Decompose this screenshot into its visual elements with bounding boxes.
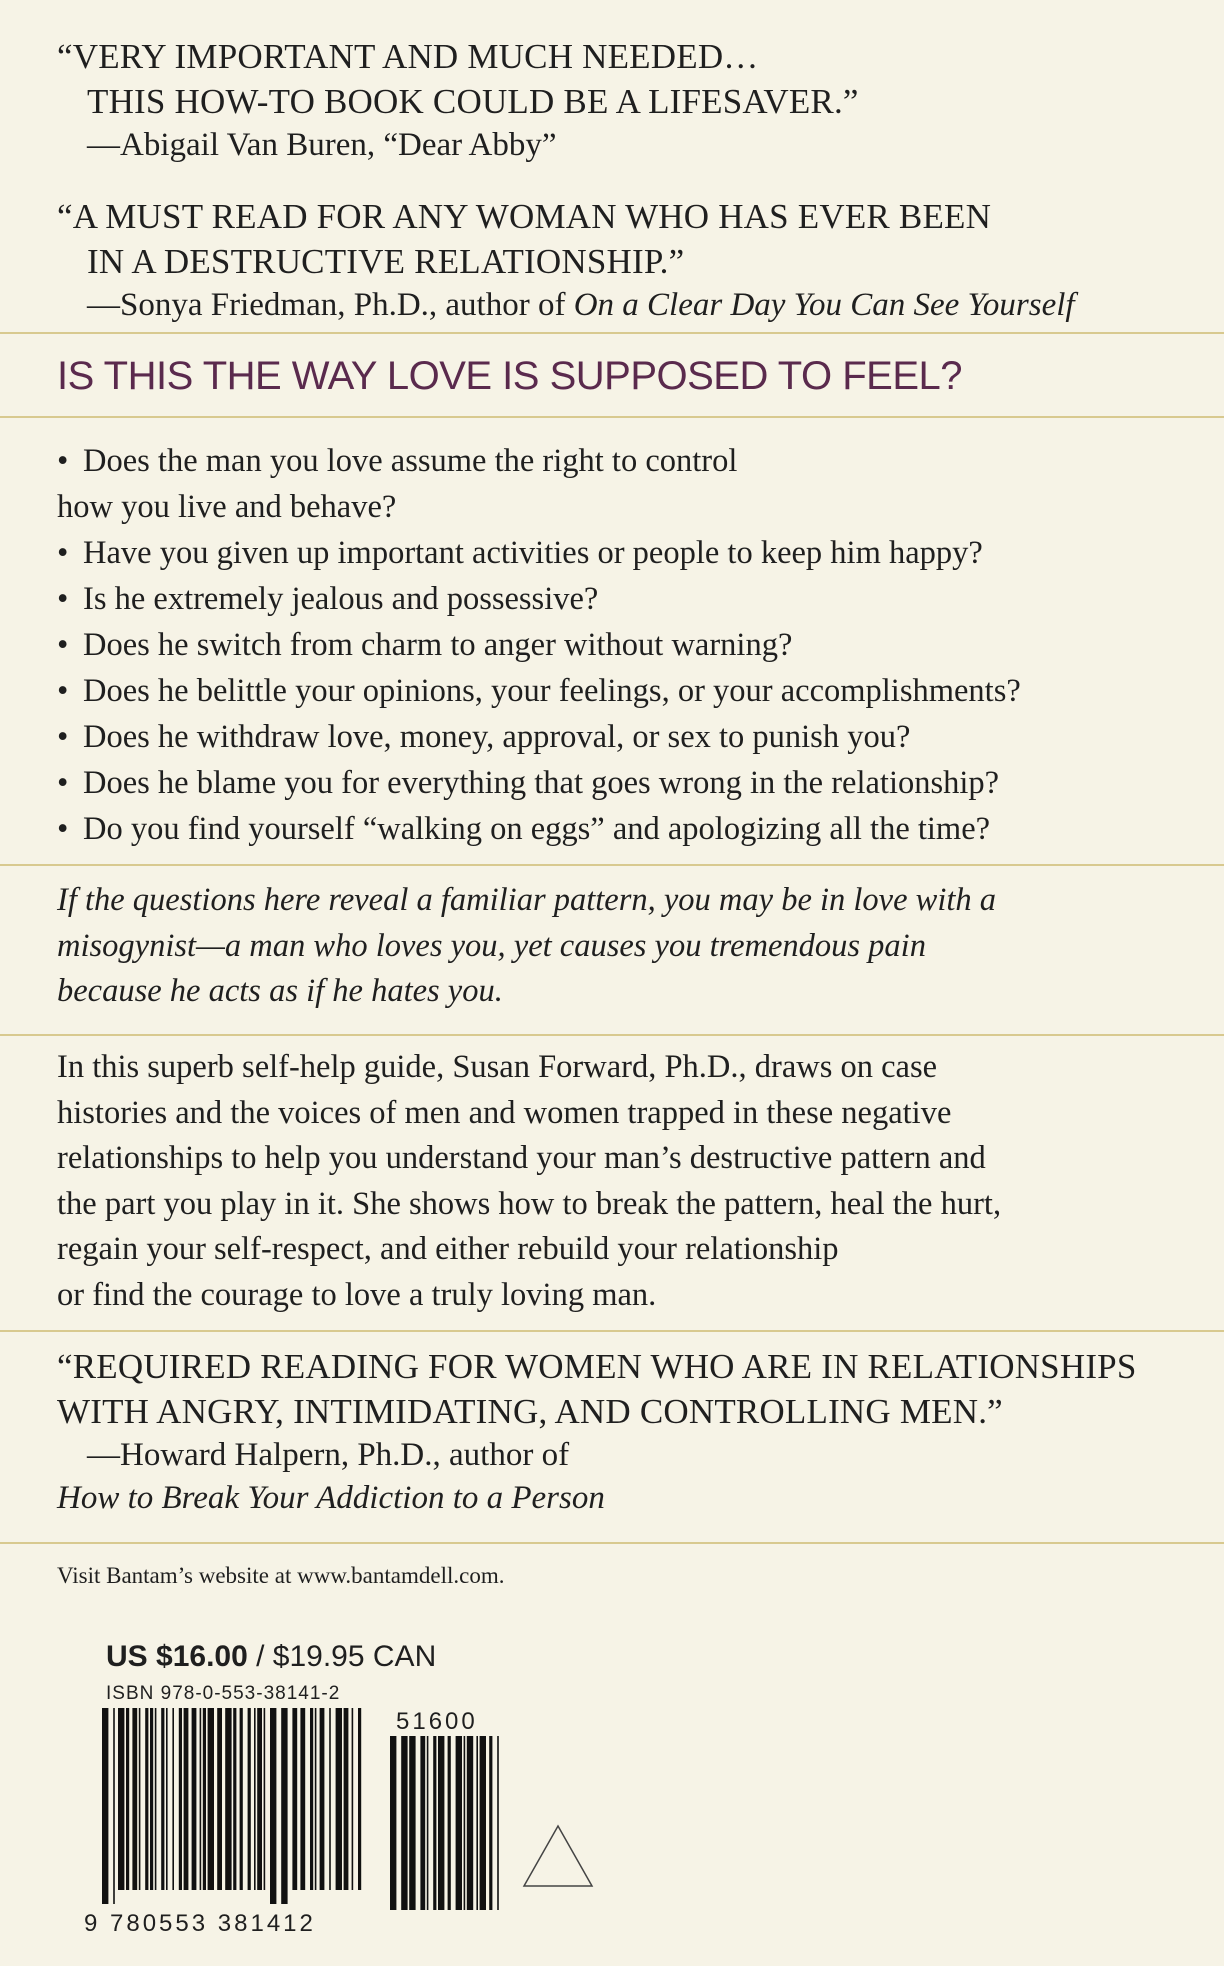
barcode-bar [113,1708,115,1904]
bullet-icon: • [57,719,69,755]
barcode-bar [427,1736,429,1910]
list-item: • Does the man you love assume the right to control [57,438,1021,484]
bullet-icon: • [57,627,69,663]
barcode-addon-number: 51600 [396,1708,478,1735]
barcode-bar [315,1708,317,1890]
attribution-prefix: —Sonya Friedman, Ph.D., author of [87,287,574,323]
list-item: • Does he belittle your opinions, your feelings, or your accomplishments? [57,668,1021,714]
quote-halpern [0,1344,1224,1520]
barcode-bar [139,1708,141,1890]
barcode-bar [329,1708,331,1890]
barcode-bar [203,1708,206,1890]
barcode-bar [132,1708,137,1890]
barcode-bar [480,1736,486,1910]
barcode-bar [155,1708,157,1890]
quote-abby [0,34,1224,167]
quote-friedman [0,194,1224,327]
bullet-icon: • [57,811,69,847]
barcode-bar [300,1708,305,1890]
barcode-bar [409,1736,415,1910]
barcode-bar [217,1708,222,1890]
barcode-bar [281,1708,287,1904]
quote-halpern-attribution: —Howard Halpern, Ph.D., author of [87,1437,570,1473]
barcode-bar [448,1736,451,1910]
price-line [106,1640,436,1674]
quote-abby-line1: “VERY IMPORTANT AND MUCH NEEDED… [57,37,759,76]
barcode-bar [225,1708,231,1890]
barcode-bar [292,1708,297,1890]
barcode-bar [270,1708,276,1904]
barcode-bar [476,1736,478,1910]
list-item: • Is he extremely jealous and possessive? [57,576,1021,622]
list-item: • Have you given up important activities or people to keep him happy? [57,530,1021,576]
barcode-bar [161,1708,164,1890]
barcode-bar [497,1736,499,1910]
barcode-bar [358,1708,361,1890]
barcode-bar [200,1708,202,1890]
barcode-bar [257,1708,262,1890]
bullet-icon: • [57,765,69,801]
barcode-bar [126,1708,129,1890]
italic-paragraph [0,878,1224,1015]
barcode-bar [464,1736,466,1910]
price-separator: / [247,1640,273,1673]
italic-line: misogynist—a man who loves you, yet causes you tremendous pain [57,927,926,964]
barcode-bar [192,1708,197,1890]
isbn-label: ISBN 978-0-553-38141-2 [106,1683,341,1704]
barcode-bar [344,1708,349,1890]
barcode-bar [390,1736,396,1910]
bullet-icon: • [57,581,69,617]
barcode-addon [388,1736,508,1924]
barcode-bar [240,1708,243,1890]
triangle-icon [520,1822,596,1890]
list-item: • Does he switch from charm to anger without warning? [57,622,1021,668]
barcode-bar [254,1708,256,1890]
divider-rule [0,1034,1224,1036]
divider-rule [0,332,1224,334]
body-line: the part you play in it. She shows how to break the pattern, heal the hurt, [57,1185,1002,1222]
price-us: US $16.00 [106,1640,248,1673]
barcode-main-number: 9 780553 381412 [84,1910,316,1937]
barcode-bar [352,1708,354,1890]
bullet-icon: • [57,443,69,479]
divider-rule [0,864,1224,866]
body-line: regain your self-respect, and either rebuild your relationship [57,1231,839,1267]
italic-line: because he acts as if he hates you. [57,973,503,1009]
body-line: or find the courage to love a truly loving man. [57,1276,657,1313]
book-title-clear-day: On a Clear Day You Can See Yourself [573,287,1075,323]
barcode-bar [264,1708,266,1890]
quote-friedman-line1: “A MUST READ FOR ANY WOMAN WHO HAS EVER BEEN [57,197,992,236]
quote-friedman-line2: IN A DESTRUCTIVE RELATIONSHIP.” [87,242,685,281]
barcode-bar [456,1736,462,1910]
quote-halpern-line1: “REQUIRED READING FOR WOMEN WHO ARE IN RELATIONSHIPS [57,1347,1137,1386]
barcode-bar [179,1708,182,1890]
bullet-icon: • [57,673,69,709]
list-item-continuation: how you live and behave? [57,489,397,525]
barcode-bar [150,1708,153,1890]
barcode-bar [248,1708,251,1890]
list-item: • Does he withdraw love, money, approval, or sex to punish you? [57,714,1021,760]
quote-abby-line2: THIS HOW-TO BOOK COULD BE A LIFESAVER.” [87,82,859,121]
body-line: histories and the voices of men and women trapped in these negative [57,1094,952,1131]
divider-rule [0,1330,1224,1332]
body-line: relationships to help you understand your man’s destructive pattern and [57,1140,986,1176]
barcode-bar [401,1736,407,1910]
barcode-bar [489,1736,492,1910]
divider-rule [0,416,1224,418]
barcode-bar [310,1708,313,1890]
question-list [57,438,1021,852]
description-paragraph [0,1045,1224,1318]
barcode-bar [233,1708,236,1890]
body-line: In this superb self-help guide, Susan Forward, Ph.D., draws on case [57,1049,938,1085]
barcode-bar [320,1708,325,1890]
price-can: $19.95 CAN [272,1640,437,1673]
quote-halpern-line2: WITH ANGRY, INTIMIDATING, AND CONTROLLING MEN.” [57,1392,1003,1431]
barcode-bar [420,1736,425,1910]
list-item: • Does he blame you for everything that goes wrong in the relationship? [57,760,1021,806]
barcode-bar [336,1708,342,1890]
barcode-bar [433,1736,436,1910]
barcode-main [100,1708,370,1904]
barcode-bar [172,1708,174,1890]
barcode-bar [166,1708,168,1890]
barcode-bar [102,1708,108,1904]
bullet-icon: • [57,535,69,571]
barcode-bar [438,1736,444,1910]
barcode-bar [145,1708,148,1890]
website-line: Visit Bantam’s website at www.bantamdell.com. [57,1563,505,1588]
barcode-bar [467,1736,473,1910]
book-title-addiction: How to Break Your Addiction to a Person [57,1480,605,1516]
barcode-bar [208,1708,214,1890]
list-item: • Do you find yourself “walking on eggs” and apologizing all the time? [57,806,1021,852]
divider-rule [0,1542,1224,1544]
barcode-bar [184,1708,189,1890]
quote-abby-attribution: —Abigail Van Buren, “Dear Abby” [87,127,557,163]
quote-friedman-attribution [57,284,1224,327]
barcode-bar [118,1708,124,1890]
section-heading: IS THIS THE WAY LOVE IS SUPPOSED TO FEEL? [57,354,962,398]
italic-line: If the questions here reveal a familiar pattern, you may be in love with a [57,882,997,918]
